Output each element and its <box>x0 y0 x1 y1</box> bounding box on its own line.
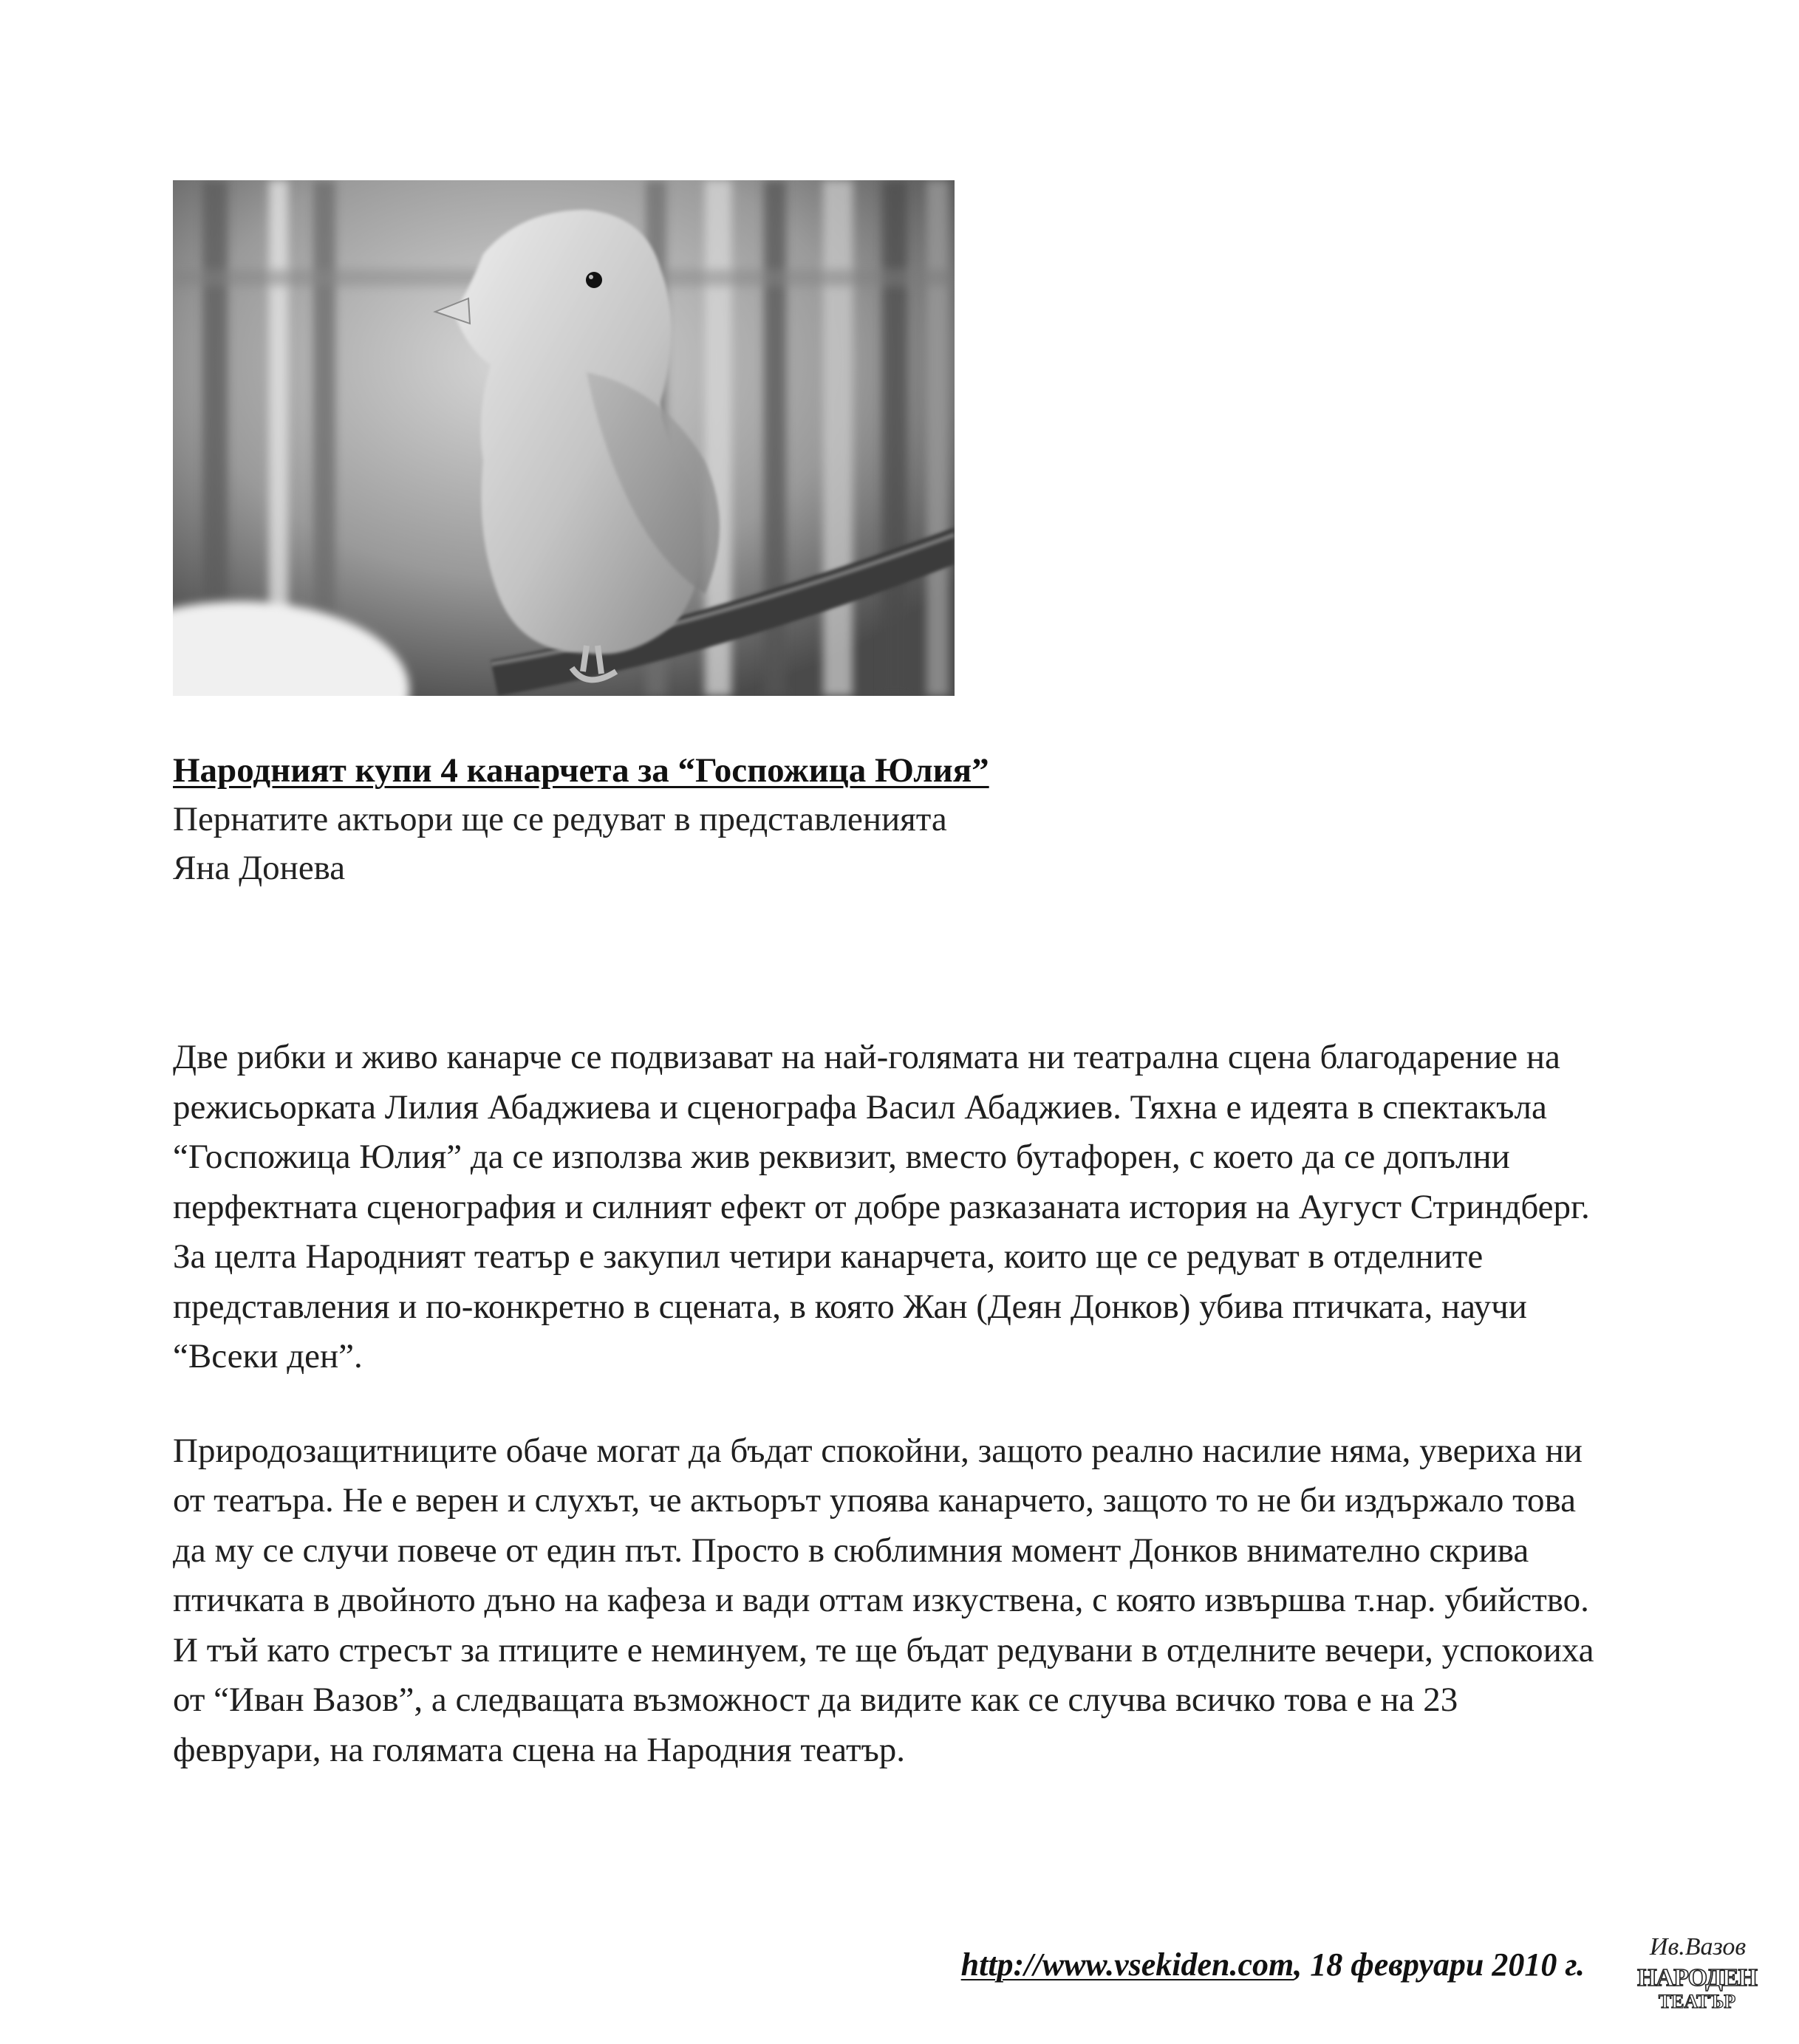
logo-line2: ТЕАТЪР <box>1658 1991 1736 2012</box>
canary-photo <box>173 180 955 696</box>
article-headline: Народният купи 4 канарчета за “Госпожица Юлия” <box>173 751 989 790</box>
article-header <box>173 746 1577 892</box>
logo-line1: НАРОДЕН <box>1637 1964 1757 1992</box>
canary-photo-image <box>173 180 955 696</box>
source-date: , 18 февруари 2010 г. <box>1294 1946 1585 1983</box>
article-paragraph: Природозащитниците обаче могат да бъдат спокойни, защото реално насилие няма, увериха ни от театъра. Не е верен и слухът, че актьорът упоява канарчето, защото то не би издържало това да му се случи повече от един път. Просто в сюблимния момент Донков внимателно скрива птичката в двойното дъно на кафеза и вади оттам изкуствена, с която извършва т.нар. убийство. И тъй като стресът за птиците е неминуем, те ще бъдат редувани в отделните вечери, успокоиха от “Иван Вазов”, а следващата възможност да видите как се случва всичко това е на 23 февруари, на голямата сцена на Народния театър. <box>173 1431 1594 1769</box>
article-subtitle: Пернатите актьори ще се редуват в представленията <box>173 800 947 838</box>
article-author: Яна Донева <box>173 849 346 887</box>
logo-signature: Ив.Вазов <box>1649 1933 1747 1961</box>
national-theatre-logo-icon <box>1624 1928 1770 2017</box>
national-theatre-logo <box>1624 1928 1770 2017</box>
source-line <box>961 1946 1585 1983</box>
article-paragraph: Две рибки и живо канарче се подвизават на най-голямата ни театрална сцена благодарение на режисьорката Лилия Абаджиева и сценографа Васил Абаджиев. Тяхна е идеята в спектакъла “Госпожица Юлия” да се използва жив реквизит, вместо бутафорен, с което да се допълни перфектната сценография и силният ефект от добре разказаната история на Аугуст Стриндберг. За целта Народният театър е закупил четири канарчета, които ще се редуват в отделните представления и по-конкретно в сцената, в която Жан (Деян Донков) убива птичката, научи “Всеки ден”. <box>173 1038 1590 1375</box>
source-link[interactable]: http://www.vsekiden.com <box>960 1946 1294 1983</box>
article-body <box>173 1033 1606 1775</box>
